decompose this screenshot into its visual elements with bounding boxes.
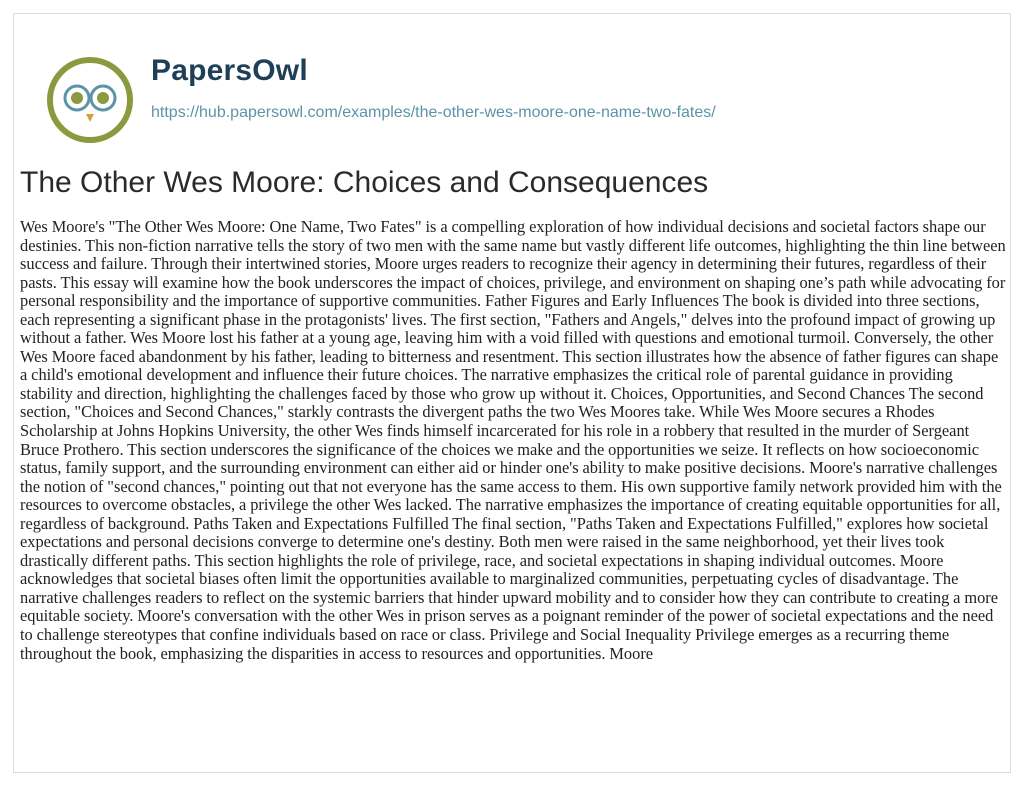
- essay-title: The Other Wes Moore: Choices and Consequences: [20, 166, 709, 199]
- source-url[interactable]: https://hub.papersowl.com/examples/the-other-wes-moore-one-name-two-fates/: [151, 104, 716, 121]
- owl-logo-icon: [46, 56, 134, 144]
- brand-name[interactable]: PapersOwl: [151, 54, 308, 87]
- essay-body: Wes Moore's "The Other Wes Moore: One Name, Two Fates" is a compelling exploration of how individual decisions and societal factors shape our destinies. This non-fiction narrative tells the story of two men with the same name but vastly different life outcomes, highlighting the thin line between success and failure. Through their intertwined stories, Moore urges readers to recognize their agency in determining their futures, regardless of their pasts. This essay will examine how the book underscores the impact of choices, privilege, and environment on shaping one’s path while advocating for personal responsibility and the importance of supportive communities. Father Figures and Early Influences The book is divided into three sections, each representing a significant phase in the protagonists' lives. The first section, "Fathers and Angels," delves into the profound impact of growing up without a father. Wes Moore lost his father at a young age, leaving him with a void filled with questions and emotional turmoil. Conversely, the other Wes Moore faced abandonment by his father, leading to bitterness and resentment. This section illustrates how the absence of father figures can shape a child's emotional development and influence their future choices. The narrative emphasizes the critical role of parental guidance in providing stability and direction, highlighting the challenges faced by those who grow up without it. Choices, Opportunities, and Second Chances The second section, "Choices and Second Chances," starkly contrasts the divergent paths the two Wes Moores take. While Wes Moore secures a Rhodes Scholarship at Johns Hopkins University, the other Wes finds himself incarcerated for his role in a robbery that resulted in the murder of Sergeant Bruce Prothero. This section underscores the significance of the choices we make and the opportunities we seize. It reflects on how socioeconomic status, family support, and the surrounding environment can either aid or hinder one's ability to make positive decisions. Moore's narrative challenges the notion of "second chances," pointing out that not everyone has the same access to them. His own supportive family network provided him with the resources to overcome obstacles, a privilege the other Wes lacked. The narrative emphasizes the importance of creating equitable opportunities for all, regardless of background. Paths Taken and Expectations Fulfilled The final section, "Paths Taken and Expectations Fulfilled," explores how societal expectations and personal decisions converge to determine one's destiny. Both men were raised in the same neighborhood, yet their lives took drastically different paths. This section highlights the role of privilege, race, and societal expectations in shaping individual outcomes. Moore acknowledges that societal biases often limit the opportunities available to marginalized communities, perpetuating cycles of disadvantage. The narrative challenges readers to reflect on the systemic barriers that hinder upward mobility and to consider how they can contribute to creating a more equitable society. Moore's conversation with the other Wes in prison serves as a poignant reminder of the power of societal expectations and the need to challenge stereotypes that confine individuals based on race or class. Privilege and Social Inequality Privilege emerges as a recurring theme throughout the book, emphasizing the disparities in access to resources and opportunities. Moore: [20, 217, 1006, 663]
- site-header: [46, 50, 946, 150]
